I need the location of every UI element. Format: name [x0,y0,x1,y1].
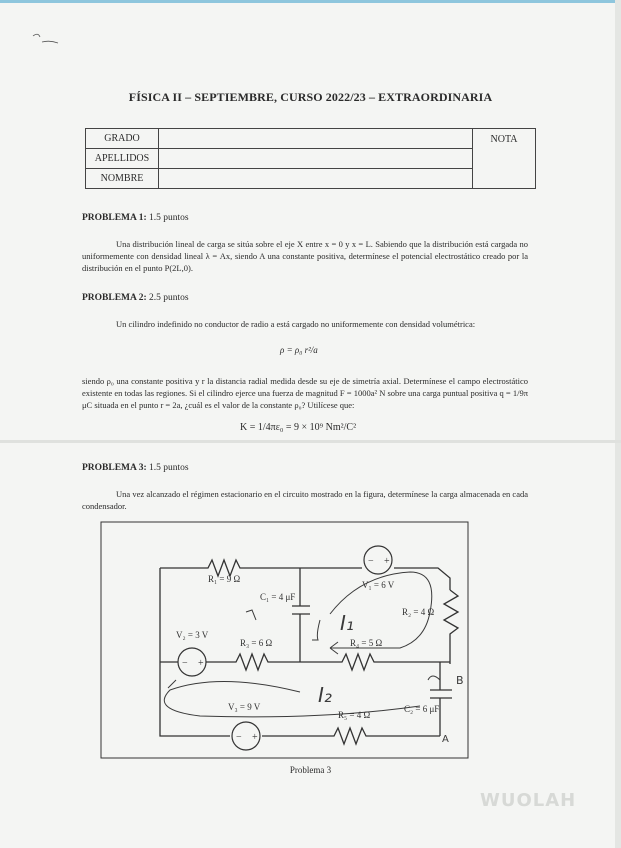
svg-text:+: + [198,658,204,669]
svg-text:−: − [236,732,242,743]
v1-label: V₁ = 6 V [362,580,395,590]
node-b-annotation: B [456,674,464,687]
i1-annotation: I₁ [340,611,354,635]
exam-title: FÍSICA II – SEPTIEMBRE, CURSO 2022/23 – EXTRAORDINARIA [128,90,493,104]
c2-label: C₂ = 6 μF [404,704,440,714]
r5-label: R₅ = 4 Ω [338,710,371,720]
r3-label: R₃ = 6 Ω [240,638,273,648]
v2-label: V₂ = 3 V [176,630,209,640]
problem-1-text: Una distribución lineal de carga se sitúa sobre el eje X entre x = 0 y x = L. Sabiendo que la distribución está cargada no uniformemente con densidad lineal λ = Ax, siendo A una constante positiva, determínese el potencial electrostático creado por la distribución en el punto P(2L,0). [82,239,528,273]
nota-label: NOTA [473,129,536,189]
problem-2-points: 2.5 puntos [149,293,189,303]
problem-3-points: 1.5 puntos [149,463,189,473]
problem-1-title: PROBLEMA 1: [82,213,147,223]
figure-frame [101,522,468,758]
svg-text:+: + [384,556,390,567]
r1-label: R₁ = 9 Ω [208,574,241,584]
problem-1-points: 1.5 puntos [149,213,189,223]
nombre-label: NOMBRE [86,169,159,189]
figure-caption: Problema 3 [289,765,332,775]
apellidos-label: APELLIDOS [86,149,159,169]
problem-3-title: PROBLEMA 3: [82,463,147,473]
svg-text:−: − [182,658,188,669]
wuolah-watermark: WUOLAH [480,790,577,811]
i2-annotation: I₂ [318,683,332,707]
problem-2-title: PROBLEMA 2: [82,293,147,303]
r4-label: R₄ = 5 Ω [350,638,383,648]
rho-formula: ρ = ρ₀ r²/a [280,345,318,355]
k-formula: K = 1/4πε₀ = 9 × 10⁹ Nm²/C² [240,422,357,433]
svg-text:+: + [252,732,258,743]
problem-2-text: Un cilindro indefinido no conductor de radio a está cargado no uniformemente con densidad volumétrica: [116,319,476,329]
r2-label: R₂ = 4 Ω [402,607,435,617]
c1-label: C₁ = 4 μF [260,592,296,602]
problem-3-text: Una vez alcanzado el régimen estacionario en el circuito mostrado en la figura, determínese la carga almacenada en cada condensador. [82,489,528,511]
problem-2-statement-2: siendo ρ₀ una constante positiva y r la distancia radial medida desde su eje de simetría axial. Determínese el campo electrostático existente en todas las regiones. Si el cilindro ejerce una fuerza de magnitud F = 1000a² N sobre una carga puntual positiva q = 1/9π μC situada en el punto r = 2a, ¿cuál es el valor de la constante ρ₀? Utilícese que: [82,376,528,410]
v3-label: V₃ = 9 V [228,702,261,712]
svg-text:−: − [368,556,374,567]
node-a-annotation: A [442,734,449,745]
grado-label: GRADO [86,129,159,149]
handwritten-loops [164,572,440,717]
